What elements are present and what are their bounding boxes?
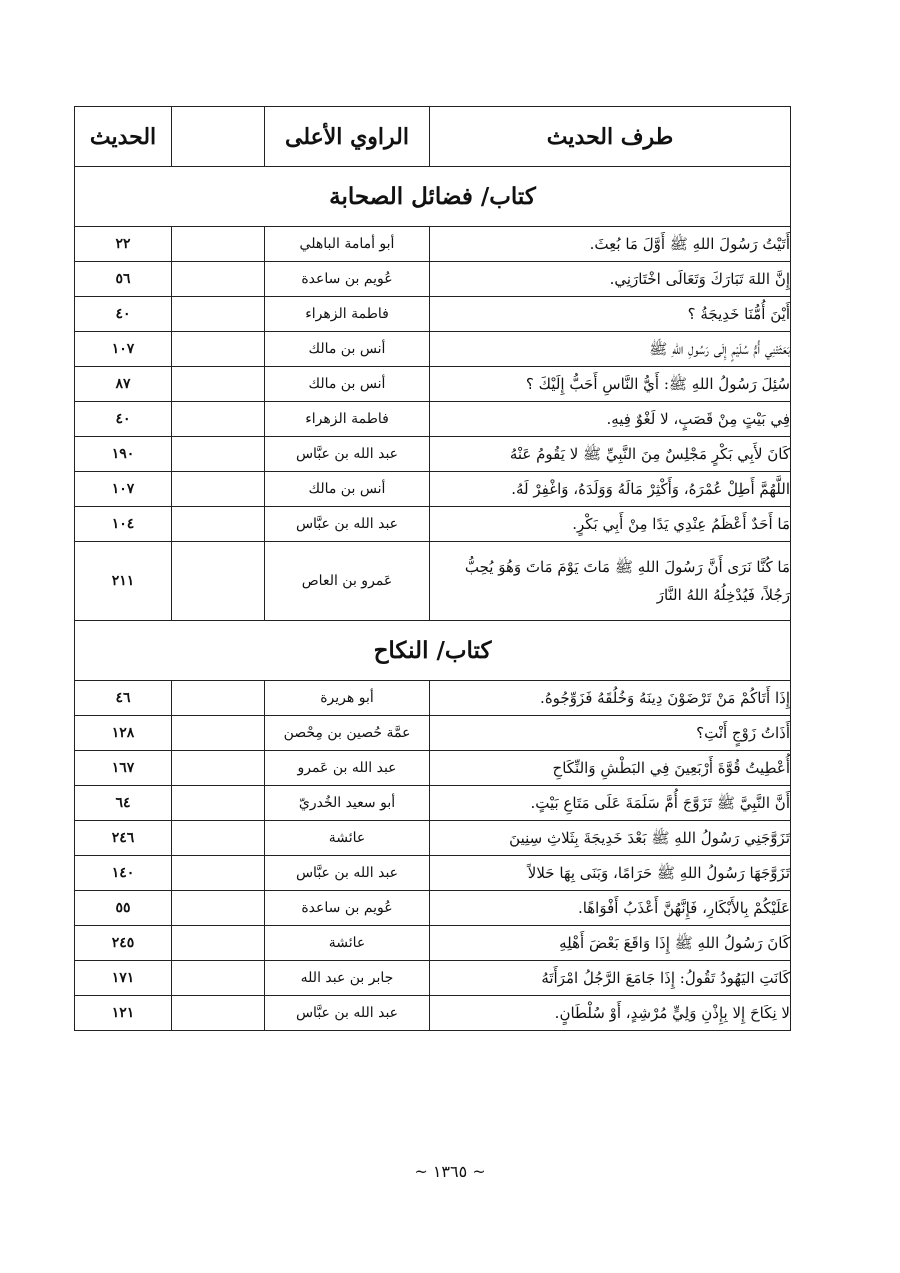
hadith-text: كَانَ لأَبِي بَكْرٍ مَجْلِسٌ مِنَ النَّبِيِّ ﷺ لا يَقُومُ عَنْهُ xyxy=(430,437,791,472)
table-row xyxy=(75,996,791,1031)
hadith-text: لا نِكَاحَ إِلا بِإِذْنِ وَلِيٍّ مُرْشِدٍ، أَوْ سُلْطَانٍ. xyxy=(430,996,791,1031)
hadith-text: أَذَاتُ زَوْجٍ أَنْتِ؟ xyxy=(430,716,791,751)
table-row xyxy=(75,402,791,437)
hadith-text: تَزَوَّجَهَا رَسُولُ اللهِ ﷺ حَرَامًا، وَبَنَى بِهَا حَلالاً xyxy=(430,856,791,891)
blank-cell xyxy=(172,367,265,402)
table-row xyxy=(75,961,791,996)
hadith-text: فِي بَيْتٍ مِنْ قَصَبٍ، لا لَغْوٌ فِيهِ. xyxy=(430,402,791,437)
narrator: عائشة xyxy=(265,926,430,961)
table-row xyxy=(75,821,791,856)
hadith-number: ١٠٧ xyxy=(75,472,172,507)
hadith-number: ١٠٤ xyxy=(75,507,172,542)
narrator: فاطمة الزهراء xyxy=(265,297,430,332)
hadith-index-table xyxy=(74,106,791,1031)
blank-cell xyxy=(172,681,265,716)
narrator: أبو أمامة الباهلي xyxy=(265,227,430,262)
blank-cell xyxy=(172,751,265,786)
header-tarf: طرف الحديث xyxy=(430,107,791,167)
hadith-number: ٨٧ xyxy=(75,367,172,402)
table-row xyxy=(75,227,791,262)
narrator: عبد الله بن عبَّاس xyxy=(265,507,430,542)
hadith-number: ٤٠ xyxy=(75,297,172,332)
hadith-number: ٥٦ xyxy=(75,262,172,297)
table-row xyxy=(75,472,791,507)
hadith-number: ١٤٠ xyxy=(75,856,172,891)
table-row xyxy=(75,751,791,786)
hadith-text: أَيْنَ أُمُّنَا خَدِيجَةُ ؟ xyxy=(430,297,791,332)
hadith-number: ٢١١ xyxy=(75,542,172,621)
hadith-text: اللَّهُمَّ أَطِلْ عُمْرَهُ، وَأَكْثِرْ مَالَهُ وَوَلَدَهُ، وَاغْفِرْ لَهُ. xyxy=(430,472,791,507)
hadith-text: كَانَتِ اليَهُودُ تَقُولُ: إِذَا جَامَعَ الرَّجُلُ امْرَأَتَهُ xyxy=(430,961,791,996)
blank-cell xyxy=(172,332,265,367)
section-title: كتاب/ فضائل الصحابة xyxy=(75,167,791,227)
blank-cell xyxy=(172,227,265,262)
narrator: عبد الله بن عبَّاس xyxy=(265,856,430,891)
narrator: أنس بن مالك xyxy=(265,472,430,507)
narrator: عُويم بن ساعدة xyxy=(265,262,430,297)
blank-cell xyxy=(172,507,265,542)
blank-cell xyxy=(172,437,265,472)
narrator: عمَّة حُصين بن مِحْصن xyxy=(265,716,430,751)
table-row xyxy=(75,926,791,961)
narrator: جابر بن عبد الله xyxy=(265,961,430,996)
header-hadith: الحديث xyxy=(75,107,172,167)
hadith-number: ٤٦ xyxy=(75,681,172,716)
hadith-number: ١٢٨ xyxy=(75,716,172,751)
hadith-number: ٢٤٥ xyxy=(75,926,172,961)
hadith-text: عَلَيْكُمْ بِالأَبْكَارِ، فَإِنَّهُنَّ أَعْذَبُ أَفْوَاهًا. xyxy=(430,891,791,926)
table-row xyxy=(75,262,791,297)
table-row xyxy=(75,891,791,926)
table-row xyxy=(75,332,791,367)
blank-cell xyxy=(172,262,265,297)
hadith-number: ١٠٧ xyxy=(75,332,172,367)
table-row xyxy=(75,542,791,621)
narrator: عبد الله بن عَمرو xyxy=(265,751,430,786)
blank-cell xyxy=(172,402,265,437)
hadith-text: إِذَا أَتَاكُمْ مَنْ تَرْضَوْنَ دِينَهُ وَخُلُقَهُ فَزَوِّجُوهُ. xyxy=(430,681,791,716)
table-header-row xyxy=(75,107,791,167)
narrator: عبد الله بن عبَّاس xyxy=(265,437,430,472)
narrator: أبو هريرة xyxy=(265,681,430,716)
narrator: عائشة xyxy=(265,821,430,856)
blank-cell xyxy=(172,961,265,996)
header-rawi: الراوي الأعلى xyxy=(265,107,430,167)
blank-cell xyxy=(172,786,265,821)
hadith-number: ١٦٧ xyxy=(75,751,172,786)
blank-cell xyxy=(172,472,265,507)
hadith-number: ١٧١ xyxy=(75,961,172,996)
blank-cell xyxy=(172,716,265,751)
hadith-text: كَانَ رَسُولُ اللهِ ﷺ إِذَا وَاقَعَ بَعْضَ أَهْلِهِ xyxy=(430,926,791,961)
narrator: عبد الله بن عبَّاس xyxy=(265,996,430,1031)
blank-cell xyxy=(172,856,265,891)
hadith-text: مَا أَحَدٌ أَعْظَمُ عِنْدِي يَدًا مِنْ أَبِي بَكْرٍ. xyxy=(430,507,791,542)
hadith-number: ٥٥ xyxy=(75,891,172,926)
blank-cell xyxy=(172,297,265,332)
section-row xyxy=(75,621,791,681)
table-row xyxy=(75,681,791,716)
hadith-number: ٦٤ xyxy=(75,786,172,821)
hadith-text: سُئِلَ رَسُولُ اللهِ ﷺ: أَيُّ النَّاسِ أَحَبُّ إِلَيْكَ ؟ xyxy=(430,367,791,402)
hadith-number: ٢٤٦ xyxy=(75,821,172,856)
table-body xyxy=(75,167,791,1031)
section-row xyxy=(75,167,791,227)
hadith-text: أَتَيْتُ رَسُولَ اللهِ ﷺ أَوَّلَ مَا بُعِثَ. xyxy=(430,227,791,262)
hadith-text: مَا كُنَّا نَرَى أَنَّ رَسُولَ اللهِ ﷺ مَاتَ يَوْمَ مَاتَ وَهُوَ يُحِبُّ رَجُلاً، فَيُدْخِلُهُ اللهُ النَّارَ xyxy=(430,542,791,621)
hadith-text: بَعَثَتْنِي أُمُّ سُلَيْمٍ إِلَى رَسُولِ اللهِ ﷺ xyxy=(430,332,791,367)
table-row xyxy=(75,297,791,332)
hadith-text: تَزَوَّجَنِي رَسُولُ اللهِ ﷺ بَعْدَ خَدِيجَةَ بِثَلاثِ سِنِينَ xyxy=(430,821,791,856)
section-title: كتاب/ النكاح xyxy=(75,621,791,681)
hadith-number: ١٢١ xyxy=(75,996,172,1031)
narrator: أنس بن مالك xyxy=(265,367,430,402)
table-row xyxy=(75,507,791,542)
header-blank xyxy=(172,107,265,167)
table-row xyxy=(75,716,791,751)
narrator: أنس بن مالك xyxy=(265,332,430,367)
table-row xyxy=(75,437,791,472)
hadith-number: ٢٢ xyxy=(75,227,172,262)
table-row xyxy=(75,367,791,402)
blank-cell xyxy=(172,926,265,961)
hadith-number: ٤٠ xyxy=(75,402,172,437)
hadith-text: إِنَّ اللهَ تَبَارَكَ وَتَعَالَى اخْتَارَنِي. xyxy=(430,262,791,297)
blank-cell xyxy=(172,821,265,856)
hadith-number: ١٩٠ xyxy=(75,437,172,472)
hadith-text: أَنَّ النَّبِيَّ ﷺ تَزَوَّجَ أُمَّ سَلَمَةَ عَلَى مَتَاعِ بَيْتٍ. xyxy=(430,786,791,821)
hadith-text: أُعْطِيتُ قُوَّةَ أَرْبَعِينَ فِي البَطْشِ وَالنِّكَاحِ xyxy=(430,751,791,786)
blank-cell xyxy=(172,891,265,926)
page-number: ~ ١٣٦٥ ~ xyxy=(414,1162,486,1181)
narrator: أبو سعيد الخُدريّ xyxy=(265,786,430,821)
table-row xyxy=(75,856,791,891)
narrator: عَمرو بن العاص xyxy=(265,542,430,621)
narrator: عُويم بن ساعدة xyxy=(265,891,430,926)
blank-cell xyxy=(172,996,265,1031)
narrator: فاطمة الزهراء xyxy=(265,402,430,437)
blank-cell xyxy=(172,542,265,621)
table-row xyxy=(75,786,791,821)
